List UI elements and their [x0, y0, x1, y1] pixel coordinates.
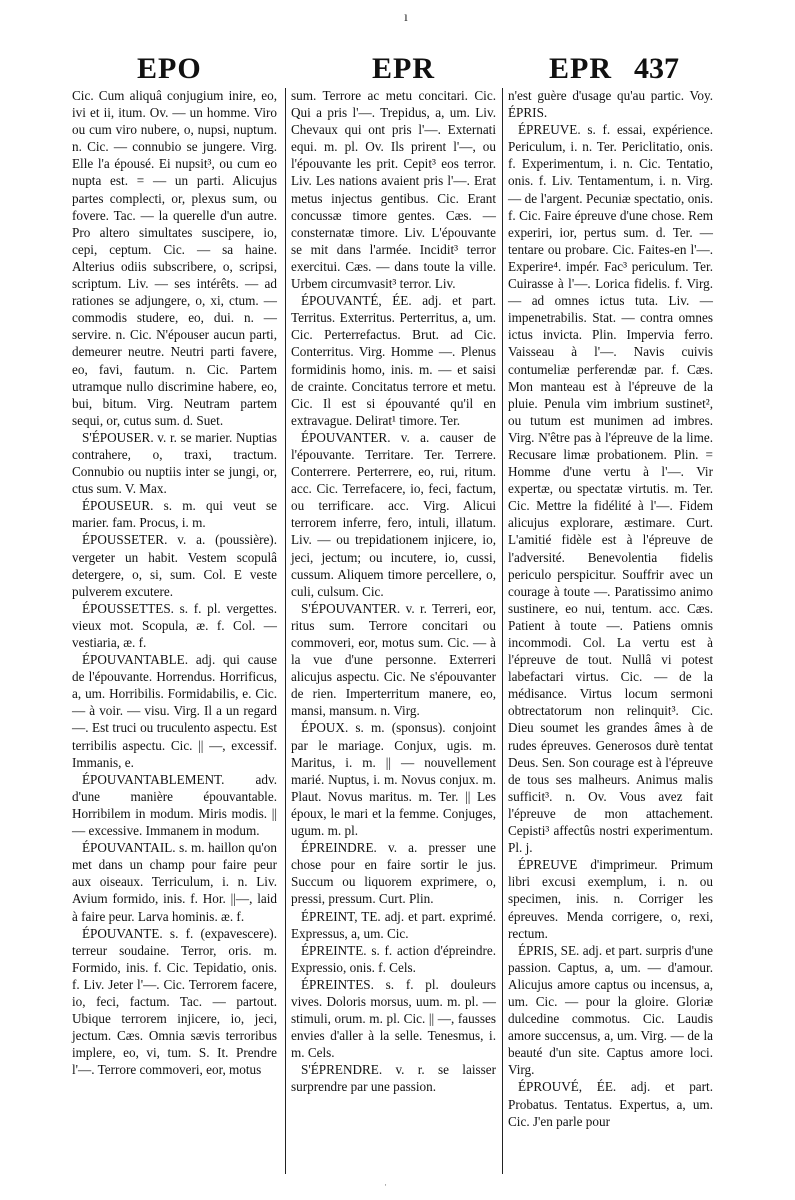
entry-continuation: n'est guère d'usage qu'au partic. Voy. ÉPRIS.	[508, 88, 713, 121]
column-middle	[291, 87, 496, 1096]
dictionary-entry: ÉPOUVANTÉ, ÉE. adj. et part. Territus. Exterritus. Perterritus, a, um. Cic. Perterrefactus. Brut. ad Cic. Conterritus. Virg. Homme —. Plenus formidinis homo, inis. m. — et saisi de crainte. Concitatus terrore et metu. Cic. Il est si épouvanté qu'il en extravague. Delirat¹ timore. Ter.	[291, 293, 496, 428]
dictionary-entry: ÉPOUVANTABLE. adj. qui cause de l'épouvante. Horrendus. Horrificus, a, um. Horribilis. Formidabilis, e. Cic. — à voir. — visu. Virg. Il a un regard —. Est truci ou truculento aspectu. Est terribilis aspectu. Cic. || —, excessif. Immanis, e.	[72, 652, 277, 770]
header-middle-word: EPR	[372, 52, 435, 85]
dictionary-entry: S'ÉPOUVANTER. v. r. Terreri, eor, ritus sum. Terrore concitari ou commoveri, eor, motus sum. Cic. — à la vue d'une personne. Exterreri alicujus aspectu. Cic. Ne s'épouvanter de rien. Imperterritum manere, eo, mansi, mansum. n. Virg.	[291, 600, 496, 719]
dictionary-entry: ÉPREINDRE. v. a. presser une chose pour en faire sortir le jus. Succum ou liquorem exprimere, o, pressi, pressum. Curt. Plin.	[291, 840, 496, 907]
dictionary-entry: ÉPOUVANTER. v. a. causer de l'épouvante. Territare. Ter. Terrere. Conterrere. Perterrere, eo, rui, ritum. acc. Cic. Terrefacere, io, feci, factum, ou terrificare. acc. Virg. Alicui terrorem inferre, fero, intuli, illatum. Liv. — ou trepidationem injicere, io, jeci, jectum; ou incutere, io, cussi, cussum. Aliquem timore percellere, o, culi, culsum. Cic.	[291, 429, 496, 599]
dictionary-entry: ÉPREINTE. s. f. action d'épreindre. Expressio, onis. f. Cels.	[291, 942, 496, 975]
header-right-word: EPR	[549, 52, 612, 85]
dictionary-entry: ÉPOUX. s. m. (sponsus). conjoint par le mariage. Conjux, ugis. m. Maritus, i. m. || — nouvellement marié. Nuptus, i. m. Novus conjux. m. Plaut. Novus maritus. m. Ter. || Les époux, le mari et la femme. Conjuges, ugum. m. pl.	[291, 720, 496, 839]
column-left	[72, 87, 277, 1078]
dictionary-entry: ÉPOUVANTAIL. s. m. haillon qu'on met dans un champ pour faire peur aux oiseaux. Terriculum, i. n. Liv. Avium formido, inis. f. Hor. ||—, laid à faire peur. Larva hominis. æ. f.	[72, 840, 277, 924]
column-rule-left	[285, 88, 286, 1174]
dictionary-entry: ÉPREUVE d'imprimeur. Primum libri excusi exemplum, i. n. ou specimen, inis. n. Corriger les épreuves. Menda corrigere, o, rexi, rectum.	[508, 857, 713, 941]
page-header	[40, 52, 740, 88]
dictionary-entry: ÉPOUVANTE. s. f. (expavescere). terreur soudaine. Terror, oris. m. Formido, inis. f. Cic. Tepidatio, onis. f. Liv. Jeter l'—. Cic. Terrorem facere, io, feci, factum. Tac. — partout. Ubique terrorem injicere, io, jeci, jectum. Cæs. Omnia sævis terroribus implere, eo, vi, tum. S. It. Prendre l'—. Terrore commoveri, eor, motus	[72, 925, 277, 1078]
top-mark: ı	[404, 10, 408, 25]
column-right	[508, 87, 713, 1130]
dictionary-entry: ÉPOUSSETTES. s. f. pl. vergettes. vieux mot. Scopula, æ. f. Col. — vestiaria, æ. f.	[72, 600, 277, 650]
dictionary-entry: ÉPOUVANTABLEMENT. adv. d'une manière épouvantable. Horribilem in modum. Miris modis. || — excessive. Immanem in modum.	[72, 771, 277, 839]
dictionary-entry: ÉPOUSEUR. s. m. qui veut se marier. fam. Procus, i. m.	[72, 498, 277, 531]
dictionary-entry: ÉPREINT, TE. adj. et part. exprimé. Expressus, a, um. Cic.	[291, 908, 496, 941]
signature-mark: ·	[384, 1180, 387, 1190]
header-left-word: EPO	[137, 52, 202, 85]
dictionary-entry: S'ÉPRENDRE. v. r. se laisser surprendre par une passion.	[291, 1062, 496, 1095]
page-number: 437	[634, 52, 679, 85]
dictionary-entry: ÉPROUVÉ, ÉE. adj. et part. Probatus. Tentatus. Expertus, a, um. Cic. J'en parle pour	[508, 1079, 713, 1129]
dictionary-entry: ÉPRIS, SE. adj. et part. surpris d'une passion. Captus, a, um. — d'amour. Alicujus amore captus ou incensus, a, um. Cic. — pour la gloire. Gloriæ dulcedine commotus. Cic. Laudis amore succensus, a, um. Virg. — de la beauté d'un site. Captus amore loci. Virg.	[508, 942, 713, 1078]
dictionary-entry: ÉPOUSSETER. v. a. (poussière). vergeter un habit. Vestem scopulâ detergere, o, si, sum. Col. E veste pulverem excutere.	[72, 532, 277, 599]
entry-continuation: sum. Terrore ac metu concitari. Cic. Qui a pris l'—. Trepidus, a, um. Liv. Chevaux qui ont pris l'—. Externati equi. m. pl. Ov. Ils prirent l'—, ou l'épouvante les prit. Cepit³ eos terror. Liv. Les nations avaient pris l'—. Erat metus injectus gentibus. Cic. Erant concussæ timore gentes. Cæs. — consternatæ timore. Liv. L'épouvante se mit dans l'armée. Incidit³ terror exercitui. Cæs. — dans toute la ville. Urbem circumvasit³ terror. Liv.	[291, 88, 496, 292]
column-rule-right	[502, 88, 503, 1174]
dictionary-entry: S'ÉPOUSER. v. r. se marier. Nuptias contrahere, o, traxi, tractum. Connubio ou nuptiis inter se jungi, or, ctus sum. V. Max.	[72, 429, 277, 497]
dictionary-entry: ÉPREUVE. s. f. essai, expérience. Periculum, i. n. Ter. Periclitatio, onis. f. Experimentum, i. n. Cic. Tentatio, onis. f. Liv. Tentamentum, i. n. Virg. — de l'argent. Pecuniæ spectatio, onis. f. Cic. Faire épreuve d'une chose. Rem experiri, ior, pertus sum. d. Ter. — tentare ou probare. Cic. Faites-en l'—. Experire⁴. impér. Fac³ periculum. Ter. Cuirasse à l'—. Lorica fidelis. f. Virg. — ad omnes ictus tuta. Liv. — impenetrabilis. Stat. — contra omnes ictus invicta. Plin. Impervia ferro. Vaisseau à l'—. Navis cuivis contumeliæ perferendæ par. f. Cæs. Mon manteau est à l'épreuve de la pluie. Penula vim imbrium sustinet², ou tutum est munimen ad imbres. Virg. N'être pas à l'épreuve de la lime. Recusare limæ probationem. Plin. = Homme d'une vertu à l'—. Vir expertæ, ou spectatæ virtutis. m. Ter. Cic. Mettre la fidélité à l'—. Fidem alicujus explorare, æstimare. Curt. L'amitié fidèle est à l'épreuve de l'adversité. Benevolentia fidelis periculo perspicitur. Souffrir avec un courage à toute —. Paratissimo animo sustinere, eo nui, tentum. acc. Cæs. Patient à toute —. Patiens omnis incommodi. Col. La vertu est à l'épreuve de tout. Nullâ vi potest labefactari virtus. Cic. — de la médisance. Virtus locum sermoni obtrectatorum non relinquit³. Cic. Dieu soumet les grandes âmes à de rudes épreuves. Generosos durè tentat Deus. Sen. Son courage est à l'épreuve de tous ses malheurs. Animus malis sufficit³. n. Ov. Vous avez fait l'épreuve de mon attachement. Cepisti³ affectûs nostri experimentum. Pl. j.	[508, 122, 713, 856]
dictionary-entry: ÉPREINTES. s. f. pl. douleurs vives. Doloris morsus, uum. m. pl. — stimuli, orum. m. pl. Cic. || —, fausses envies d'aller à la selle. Tenesmus, i. m. Cels.	[291, 976, 496, 1061]
entry-continuation: Cic. Cum aliquâ conjugium inire, eo, ivi et ii, itum. Ov. — un homme. Viro ou cum viro nubere, o, nupsi, nuptum. n. Cic. — connubio se jungere. Virg. Elle l'a épousé. Ei nupsit³, ou cum eo nupta est. = — un parti. Alicujus partes complecti, or, plexus sum, ou fovere. Tac. — la querelle d'un autre. Pro altero simultates suscipere, io, cepi, ceptum. Cic. — sa haine. Alterius odiis subscribere, o, scripsi, scriptum. Liv. — ses intérêts. — ad rationes se adjungere, o, xi, ctum. — commodis studere, eo, dui. n. — servire. n. Cic. N'épouser aucun parti, demeurer neutre. Neutri parti favere, eo, favi, fautum. n. Cic. Partem utramque nullo discrimine habere, eo, bui, bitum. Virg. Neutram partem sequi, or, cutus sum. d. Suet.	[72, 88, 277, 428]
